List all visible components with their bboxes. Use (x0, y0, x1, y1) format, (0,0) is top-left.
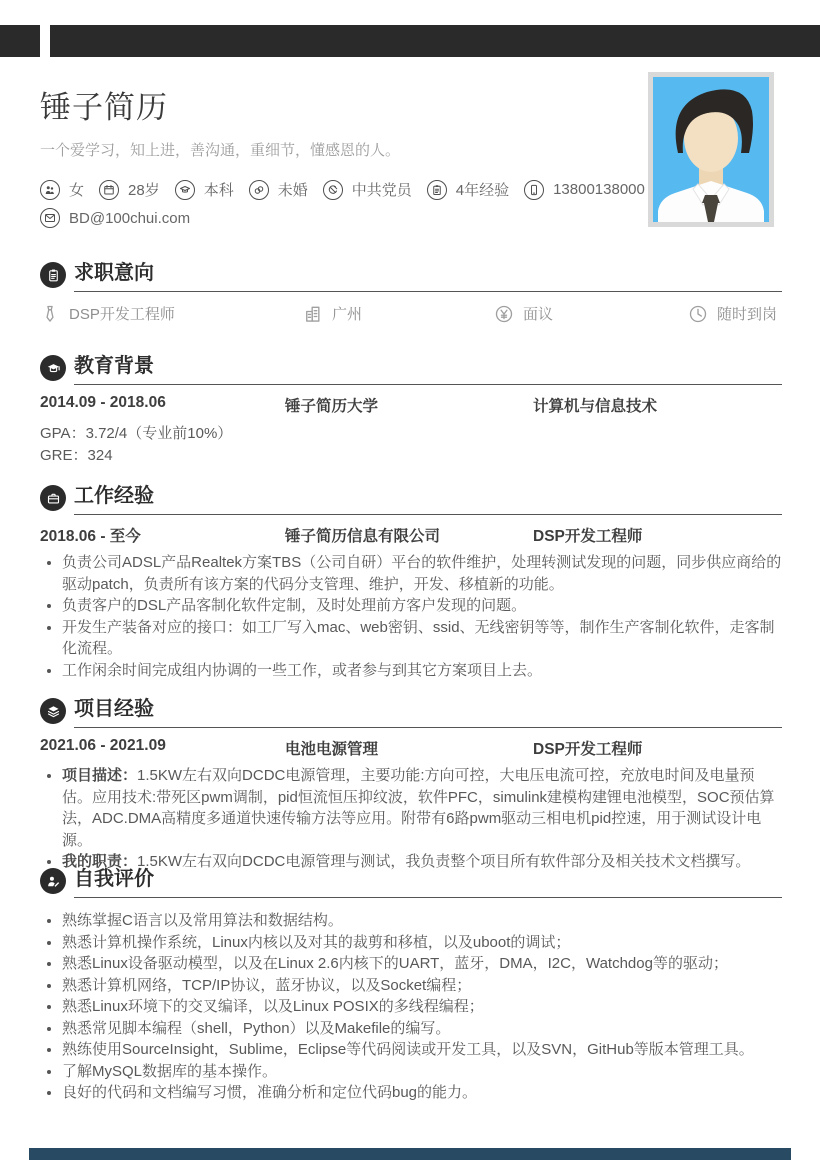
job-intention-title: 求职意向 (74, 261, 782, 292)
self-evaluation-bullet: 熟悉计算机网络，TCP/IP协议，蓝牙协议，以及Socket编程； (40, 975, 782, 997)
intention-position-label: DSP开发工程师 (69, 306, 175, 323)
info-email-label: BD@100chui.com (69, 209, 191, 227)
project-bullets (40, 765, 782, 873)
info-age (99, 179, 160, 200)
section-education (40, 354, 782, 466)
education-major: 计算机与信息技术 (533, 398, 658, 415)
work-row (40, 524, 782, 546)
self-evaluation-bullet: 良好的代码和文档编写习惯，准确分析和定位代码bug的能力。 (40, 1082, 782, 1104)
education-row (40, 394, 782, 416)
work-bullets (40, 552, 782, 681)
project-bullet-text: 1.5KW左右双向DCDC电源管理，主要功能:方向可控，大电压电流可控，充放电时间及电量预估。应用技术:带死区pwm调制，pid恒流恒压抑纹波，软件PFC，simulink建模构建锂电池模型，SOC预估算法，ADC.DMA高精度多通道快速传输方法等应用。附带有6路pwm驱动三相电机pid控速，用于测试设计电源。 (62, 767, 775, 849)
intention-salary (494, 303, 688, 324)
project-icon (40, 698, 66, 724)
self-evaluation-bullet: 熟悉Linux环境下的交叉编译，以及Linux POSIX的多线程编程； (40, 996, 782, 1018)
project-header (40, 697, 782, 728)
info-experience-label: 4年经验 (455, 182, 510, 199)
availability-clock-icon (688, 304, 708, 324)
candidate-tagline: 一个爱学习，知上进，善沟通，重细节，懂感恩的人。 (40, 142, 401, 159)
building-icon (303, 304, 323, 324)
intention-salary-label: 面议 (523, 306, 554, 323)
project-row (40, 737, 782, 759)
work-icon (40, 485, 66, 511)
education-icon (40, 355, 66, 381)
work-bullet: 开发生产装备对应的接口：如工厂写入mac、web密钥、ssid、无线密钥等等，制作生产客制化软件，走客制化流程。 (40, 617, 782, 660)
work-bullet: 工作闲余时间完成组内协调的一些工作，或者参与到其它方案项目上去。 (40, 660, 782, 682)
info-marital-label: 未婚 (277, 182, 308, 199)
intention-availability-label: 随时到岗 (717, 306, 778, 323)
info-degree-label: 本科 (203, 182, 234, 199)
top-bar-main (50, 25, 820, 57)
section-project (40, 697, 782, 873)
education-gpa: GPA：3.72/4（专业前10%） (40, 425, 233, 442)
self-evaluation-bullet: 熟悉Linux设备驱动模型，以及在Linux 2.6内核下的UART，蓝牙，DMA，I2C，Watchdog等的驱动； (40, 953, 782, 975)
project-bullet-label: 项目描述： (62, 767, 138, 784)
marital-status-icon (249, 180, 269, 200)
info-degree (175, 179, 234, 200)
intention-position (40, 303, 303, 324)
info-political (323, 179, 412, 200)
job-intention-icon (40, 262, 66, 288)
self-evaluation-bullet: 熟练掌握C语言以及常用算法和数据结构。 (40, 910, 782, 932)
phone-icon (524, 180, 544, 200)
intention-city (303, 303, 494, 324)
info-political-label: 中共党员 (351, 182, 412, 199)
self-evaluation-bullet: 熟悉计算机操作系统，Linux内核以及对其的裁剪和移植，以及uboot的调试； (40, 932, 782, 954)
work-bullet: 负责客户的DSL产品客制化软件定制，及时处理前方客户发现的问题。 (40, 595, 782, 617)
footer-bar (29, 1148, 791, 1160)
education-header (40, 354, 782, 385)
info-experience (427, 179, 509, 200)
education-gre: GRE：324 (40, 446, 113, 464)
experience-icon (427, 180, 447, 200)
education-title: 教育背景 (74, 354, 782, 385)
section-self-evaluation (40, 867, 782, 1104)
project-bullet-text: 1.5KW左右双向DCDC电源管理与测试，我负责整个项目所有软件部分及相关技术文档撰写。 (137, 853, 751, 870)
education-school: 锤子简历大学 (285, 398, 379, 415)
email-icon (40, 208, 60, 228)
info-gender-label: 女 (69, 182, 85, 199)
work-bullet: 负责公司ADSL产品Realtek方案TBS（公司自研）平台的软件维护，处理转测试发现的问题，同步供应商给的驱动patch，负责所有该方案的代码分支管理、维护，开发、移植新的功能。 (40, 552, 782, 595)
info-marital (249, 179, 308, 200)
profile-photo (648, 72, 774, 227)
intention-city-label: 广州 (332, 306, 363, 323)
project-bullet (40, 765, 782, 851)
degree-icon (175, 180, 195, 200)
project-role: DSP开发工程师 (533, 741, 643, 758)
info-email (40, 208, 190, 228)
work-period: 2018.06 - 至今 (40, 528, 141, 545)
candidate-name: 锤子简历 (40, 90, 168, 125)
section-work (40, 484, 782, 681)
self-evaluation-title: 自我评价 (74, 867, 782, 898)
basic-info-row (40, 179, 645, 200)
work-company: 锤子简历信息有限公司 (285, 528, 441, 545)
project-period: 2021.06 - 2021.09 (40, 737, 166, 754)
self-evaluation-bullet: 熟练使用SourceInsight，Sublime，Eclipse等代码阅读或开发工具，以及SVN，GitHub等版本管理工具。 (40, 1039, 782, 1061)
job-intention-header (40, 261, 782, 292)
project-title: 项目经验 (74, 697, 782, 728)
project-name: 电池电源管理 (285, 741, 379, 758)
work-role: DSP开发工程师 (533, 528, 643, 545)
gender-female-icon (40, 180, 60, 200)
age-calendar-icon (99, 180, 119, 200)
self-evaluation-bullet: 了解MySQL数据库的基本操作。 (40, 1061, 782, 1083)
self-evaluation-bullets (40, 910, 782, 1104)
job-intention-items (40, 303, 782, 324)
top-bar-left-block (0, 25, 40, 57)
work-header (40, 484, 782, 515)
salary-icon (494, 304, 514, 324)
project-bullet-label: 我的职责： (62, 853, 138, 870)
work-title: 工作经验 (74, 484, 782, 515)
intention-availability (688, 303, 782, 324)
section-job-intention (40, 261, 782, 324)
info-phone (524, 180, 645, 200)
self-evaluation-icon (40, 868, 66, 894)
email-row (40, 208, 190, 228)
tie-icon (40, 304, 60, 324)
info-age-label: 28岁 (128, 182, 160, 199)
self-evaluation-header (40, 867, 782, 898)
avatar-illustration (653, 77, 769, 222)
info-gender (40, 179, 84, 200)
self-evaluation-bullet: 熟悉常见脚本编程（shell，Python）以及Makefile的编写。 (40, 1018, 782, 1040)
political-status-icon (323, 180, 343, 200)
info-phone-label: 13800138000 (553, 181, 645, 198)
education-period: 2014.09 - 2018.06 (40, 394, 166, 411)
